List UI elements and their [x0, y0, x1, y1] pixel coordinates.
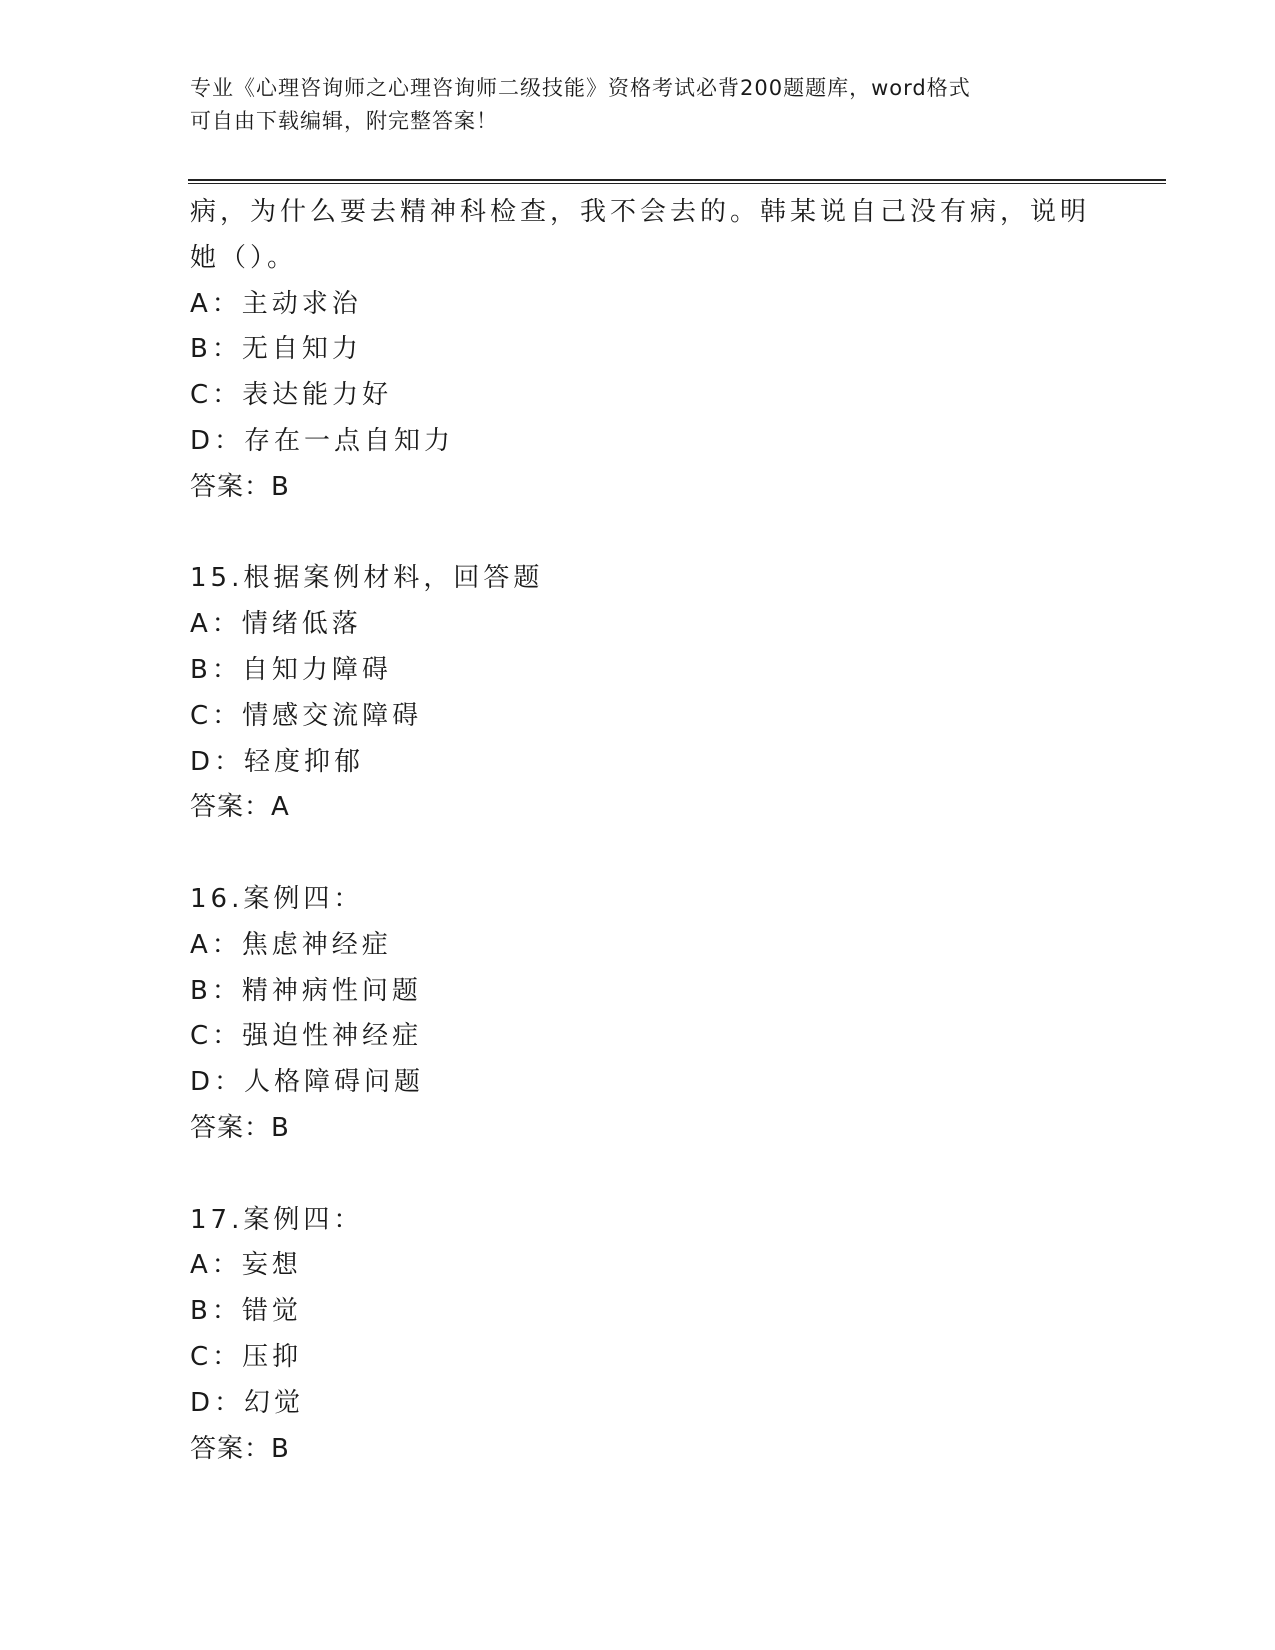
question-17	[190, 1198, 1090, 1473]
option-b: B：自知力障碍	[190, 654, 392, 685]
option-d: D：幻觉	[190, 1387, 305, 1418]
spacer	[190, 831, 1090, 877]
answer-line: 答案：A	[190, 792, 290, 823]
option-c: C：情感交流障碍	[190, 700, 423, 731]
document-header	[190, 72, 1090, 138]
question-stem-line: 她（）。	[190, 242, 298, 273]
option-b: B：无自知力	[190, 334, 362, 365]
option-c: C：强迫性神经症	[190, 1021, 423, 1052]
option-b: B：精神病性问题	[190, 975, 422, 1006]
header-divider-thin	[188, 183, 1166, 184]
option-c: C：表达能力好	[190, 380, 393, 411]
spacer	[190, 511, 1090, 557]
spacer	[190, 1152, 1090, 1198]
question-stem-line: 病，为什么要去精神科检查，我不会去的。韩某说自己没有病，说明	[190, 197, 1091, 227]
answer-line: 答案：B	[190, 1433, 290, 1464]
option-b: B：错觉	[190, 1296, 302, 1327]
question-15	[190, 556, 1090, 831]
question-14	[190, 190, 1090, 511]
option-d: D：存在一点自知力	[190, 425, 455, 456]
header-title-line-2: 可自由下载编辑，附完整答案！	[190, 109, 498, 133]
answer-line: 答案：B	[190, 471, 290, 502]
option-c: C：压抑	[190, 1341, 303, 1372]
question-stem: 15.根据案例材料，回答题	[190, 563, 544, 594]
option-d: D：人格障碍问题	[190, 1067, 425, 1098]
option-a: A：焦虑神经症	[190, 929, 392, 960]
option-a: A：主动求治	[190, 288, 362, 319]
header-title-line-1: 专业《心理咨询师之心理咨询师二级技能》资格考试必背200题题库，word格式	[190, 76, 971, 100]
question-stem: 16.案例四：	[190, 883, 364, 914]
question-16	[190, 877, 1090, 1152]
header-divider-thick	[188, 179, 1166, 181]
option-a: A：妄想	[190, 1250, 302, 1281]
option-a: A：情绪低落	[190, 609, 362, 640]
answer-line: 答案：B	[190, 1112, 290, 1143]
question-stem: 17.案例四：	[190, 1204, 364, 1235]
question-list	[190, 190, 1090, 1472]
option-d: D：轻度抑郁	[190, 746, 365, 777]
